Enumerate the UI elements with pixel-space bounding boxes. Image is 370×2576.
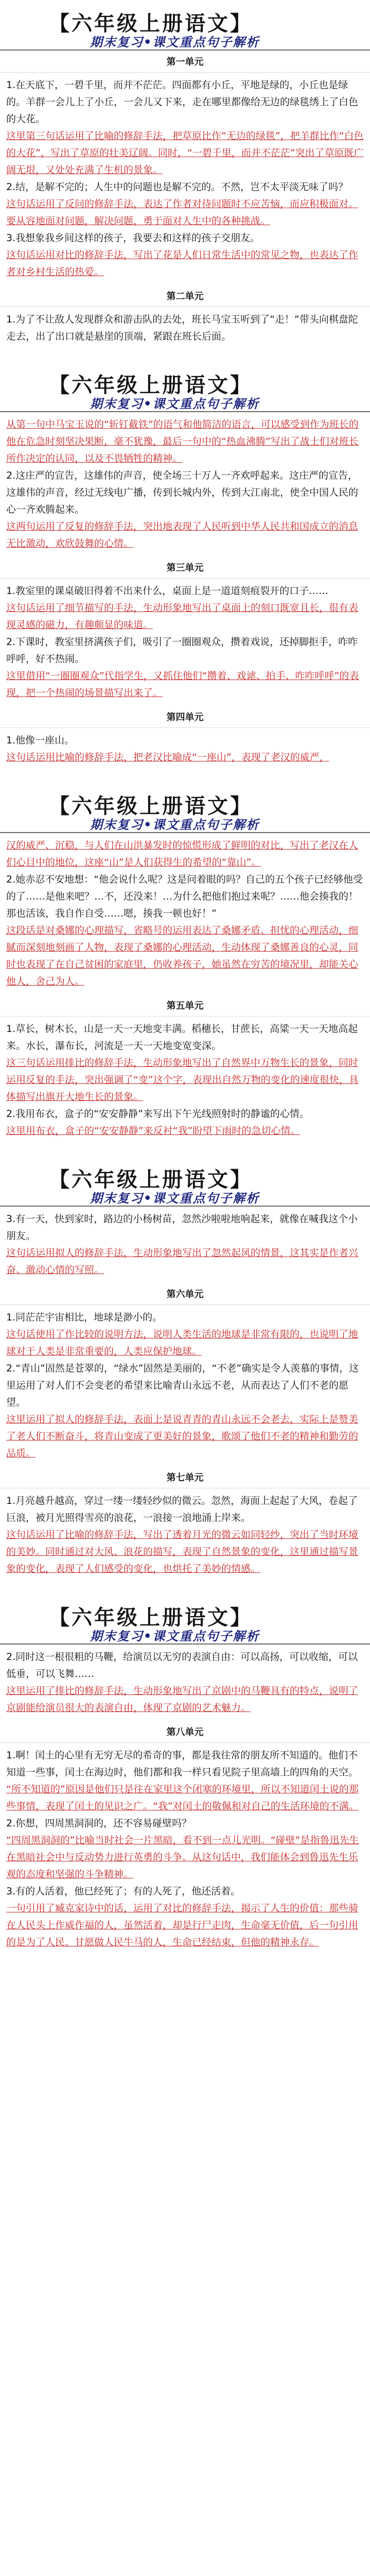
sheet-subtitle: 期末复习•课文重点句子解析 [90, 35, 260, 49]
unit-label: 第一单元 [0, 50, 370, 73]
paragraph: 3.有一天，快到家时，路边的小杨树苗，忽然沙啦啦地响起来，就像在喊我这个小朋友。 [6, 1213, 358, 1242]
paragraph: 2.我用布衣，盒子的“安安静静”来写出下午光线照射时的静谧的心情。 [6, 1108, 309, 1120]
analysis-highlight: 这句话运用比喻的修辞手法，把老汉比喻成“一座山”，表现了老汉的威严， [6, 752, 329, 763]
analysis-highlight: 这里运用了排比的修辞手法，生动形象地写出了京剧中的马鞭具有的特点，说明了京剧能给演员很大的表演自由，体现了京剧的艺术魅力。 [6, 1685, 359, 1714]
sheet-1 [0, 0, 370, 349]
analysis-highlight: 这两句运用了反复的修辞手法，突出地表现了人民听到中华人民共和国成立的消息无比激动，欢欣鼓舞的心情。 [6, 521, 359, 549]
sheet-content [0, 728, 370, 770]
sheet-content [0, 1645, 370, 1721]
analysis-highlight: 这里用布衣，盒子的“安安静静”来反衬“我”盼望下雨时的急切心情。 [6, 1125, 301, 1137]
unit-label: 第六单元 [0, 1283, 370, 1305]
paragraph: 2.同时这一根很粗的马鞭，给演员以无穷的表演自由：可以高扬，可以收缩，可以低垂，可以飞舞…… [6, 1651, 358, 1680]
paragraph: 2.你想，四周黑洞洞的，还不容易碰壁吗？ [6, 1818, 192, 1829]
sheet-subtitle: 期末复习•课文重点句子解析 [90, 817, 260, 832]
analysis-highlight: 这段话是对桑娜的心理描写，省略号的运用表达了桑娜矛盾、担忧的心理活动，细腻而深刻地刻画了人物，表现了桑娜的心理活动，生动体现了桑娜善良的心灵，同时也表现了在自己贫困的家庭里，仍收养孩子，她虽然在穷苦的境况里，却能关心他人，舍己为人。 [6, 925, 359, 987]
sheet-header [0, 362, 370, 412]
paragraph: 1.为了不让敌人发现群众和游击队的去处，班长马宝玉听到了“走！”带头向棋盘陀走去，出了出口就是悬崖的顶端，紧跟在班长后面。 [6, 314, 358, 342]
analysis-highlight: 这三句话运用排比的修辞手法，生动形象地写出了自然界中万物生长的景象，同时运用反复的手法，突出强调了“变”这个字，表现出自然万物的变化的速度很快，具体描写出旗开大地生长的景象。 [6, 1057, 359, 1103]
sheet-header [0, 1156, 370, 1207]
unit-label: 第七单元 [0, 1466, 370, 1488]
analysis-highlight: 一句引用了臧克家诗中的话，运用了对比的修辞手法，揭示了人生的价值：那些骑在人民头上作威作福的人，虽然活着，却是行尸走肉，生命毫无价值，后一句引用的是为了人民、甘愿做人民牛马的人，生命已经结束，但他的精神永存。 [6, 1903, 359, 1948]
sheet-content [0, 1305, 370, 1466]
paragraph: 1.在天底下，一碧千里，而并不茫茫。四面都有小丘，平地是绿的，小丘也是绿的。羊群一会儿上了小丘，一会儿又下来，走在哪里都像给无边的绿毯绣上了白色的大花。 [6, 79, 359, 125]
analysis-highlight: 这里运用了拟人的修辞手法，表面上是说青青的青山永远不会老去，实际上是赞美了老人们不断奋斗，将青山变成了更美好的景象，歌颂了他们不老的精神和勤劳的品质。 [6, 1414, 359, 1459]
unit-label: 第二单元 [0, 285, 370, 307]
paragraph: 2.她赤忍不安地想：“他会说什么呢？这是问着眼的吗？自己的五个孩子已经够他受的了……是他来吧？…不，还没来！…为什么把他们抱过来呢？……他会揍我的！那也活该，我自作自受……嗯，揍我一顿也好！” [6, 874, 363, 919]
analysis-highlight: 这里第三句话运用了比喻的修辞手法，把草原比作“无边的绿毯”，把羊群比作“白色的大花”，写出了草原的壮美辽阔。同时，“一碧千里，而并不茫茫”突出了草原既广阔无垠，又处处充满了生机的景象。 [6, 130, 364, 176]
sheet-title: 【六年级上册语文】 [49, 1605, 253, 1630]
analysis-highlight: 这句话运用了细节描写的手法，生动形象地写出了桌面上的刻口既宽且长，很有表现灵感的磁力，有趣颇显的味道。 [6, 602, 359, 631]
sheet-title: 【六年级上册语文】 [49, 794, 253, 818]
sheet-content [0, 73, 370, 285]
analysis-highlight: 这句话运用了反问的修辞手法，表达了作者对待问题时不应苦恼，而应积极面对。要从容地面对问题，解决问题，勇于面对人生中的各种挑战。 [6, 198, 359, 227]
sheet-title: 【六年级上册语文】 [49, 373, 253, 397]
paragraph: 3.有的人活着，他已经死了；有的人死了，他还活着。 [6, 1886, 241, 1897]
sheet-content [0, 307, 370, 349]
analysis-highlight: 这句话运用对比的修辞手法，写出了花是人们日常生活中的常见之物，也表达了作者对乡村生活的热爱。 [6, 249, 359, 278]
paragraph: 3.我想象我乡间这样的孩子，我要去和这样的孩子交朋友。 [6, 232, 260, 244]
unit-label: 第八单元 [0, 1721, 370, 1743]
sheet-header [0, 1594, 370, 1645]
paragraph: 1.同茫茫宇宙相比，地球是渺小的。 [6, 1312, 163, 1323]
sheet-subtitle: 期末复习•课文重点句子解析 [90, 1191, 260, 1206]
sheet-content [0, 1743, 370, 1955]
sheet-2 [0, 362, 370, 770]
analysis-highlight: 这句话使用了作比较的说明方法，说明人类生活的地球是非常有限的，也说明了地球对于人类是非常重要的，人类应保护地球。 [6, 1329, 359, 1357]
paragraph: 1.草长，树木长，山是一天一天地变丰满。稻穗长，甘蔗长，高粱一天一天地高起来。水长，瀑布长，河流是一天一天地变宽变深。 [6, 1023, 358, 1052]
sheet-header [0, 0, 370, 50]
unit-label: 第五单元 [0, 994, 370, 1016]
sheet-header [0, 783, 370, 833]
paragraph: 1.啊！闰土的心里有无穷无尽的希奇的事，都是我往常的朋友所不知道的。他们不知道一些事，闰土在海边时，他们都和我一样只看见院子里高墙上的四角的天空。 [6, 1750, 359, 1778]
sheet-4 [0, 1156, 370, 1582]
paragraph: 2.“青山”固然是苍翠的，“绿水”固然是美丽的，“不老”确实是令人羡慕的事情，这里运用了对人们不会变老的希望来比喻青山永远不老，从而表达了人们不老的愿望。 [6, 1363, 359, 1408]
sheet-5 [0, 1594, 370, 1955]
analysis-highlight: 汉的威严、沉稳，与人们在山洪暴发时的惊慌形成了鲜明的对比，写出了老汉在人们心目中的地位，这座“山”是人们获得生的希望的“靠山”。 [6, 840, 359, 868]
sheet-content [0, 412, 370, 556]
paragraph: 1.他像一座山。 [6, 735, 75, 746]
sheet-subtitle: 期末复习•课文重点句子解析 [90, 396, 260, 411]
unit-label: 第四单元 [0, 706, 370, 728]
paragraph: 2.结，是解不完的；人生中的问题也是解不完的。不然，岂不太平淡无味了吗？ [6, 181, 348, 193]
paragraph: 1.教室里的课桌破旧得着不出来什么，桌面上是一道道刻痕裂开的口子…… [6, 585, 329, 597]
sheet-title: 【六年级上册语文】 [49, 1167, 253, 1192]
sheet-subtitle: 期末复习•课文重点句子解析 [90, 1629, 260, 1643]
sheet-content [0, 1207, 370, 1283]
unit-label: 第三单元 [0, 556, 370, 579]
sheet-content [0, 1488, 370, 1582]
sheet-title: 【六年级上册语文】 [49, 11, 253, 36]
sheet-content [0, 833, 370, 994]
analysis-highlight: 这句话运用拟人的修辞手法，生动形象地写出了忽然起风的情景，这其实是作者兴奋、激动心情的写照。 [6, 1247, 359, 1276]
analysis-highlight: 这里借用“一圈圈观众”代指学生，又抓住他们“攒着、戏谑、拍手、咋咋呼呼”的表现，把一个热闹的场景描写出来了。 [6, 670, 359, 699]
analysis-highlight: “所不知道的”原因是他们只是往在家里这个闭塞的环境里，所以不知道闰土说的那些事情，表现了闰土的见识之广。“我”对闰土的敬佩和对自己的生活环境的不满。 [6, 1784, 359, 1812]
analysis-highlight: 从第一句中马宝玉说的“斩钉截铁”的语气和他简洁的语言，可以感受到作为班长的他在危急时刻坚决果断，毫不犹豫，最后一句中的“热血沸腾”写出了战士们对班长所作决定的认同，以及不畏牺牲的精神。 [6, 419, 359, 464]
analysis-highlight: 这句话运用了比喻的修辞手法，写出了透着月光的微云如同轻纱，突出了当时环境的美妙。同时通过对大风、浪花的描写，表现了自然景象的变化，这里通过描写景象的变化，表现了人们感受的变化，也烘托了美妙的情感。 [6, 1529, 359, 1574]
paragraph: 2.下课时，教室里挤满孩子们，吸引了一圈圈观众，攒着戏说，还掉脚拒手，咋咋呼呼，好不热闹。 [6, 636, 358, 665]
sheet-3 [0, 783, 370, 1144]
sheet-content [0, 1016, 370, 1144]
paragraph: 2.这庄严的宣告，这雄伟的声音，使全场三十万人一齐欢呼起来。这庄严的宣告，这雄伟的声音，经过无线电广播，传到长城内外，传到大江南北，使全中国人民的心一齐欢腾起来。 [6, 470, 359, 515]
sheet-content [0, 579, 370, 706]
paragraph: 1.月亮越升越高，穿过一缕一缕轻纱似的微云。忽然，海面上起起了大风，卷起了巨浪，被月光照得雪亮的浪花，一浪接一浪地涌上岸来。 [6, 1495, 358, 1523]
analysis-highlight: “四周黑洞洞的”比喻当时社会一片黑暗，看不到一点儿光明。“碰壁”是指鲁迅先生在黑暗社会中与反动势力进行英勇的斗争。从这句话中，我们能体会到鲁迅先生乐观的态度和坚强的斗争精神。 [6, 1835, 359, 1880]
